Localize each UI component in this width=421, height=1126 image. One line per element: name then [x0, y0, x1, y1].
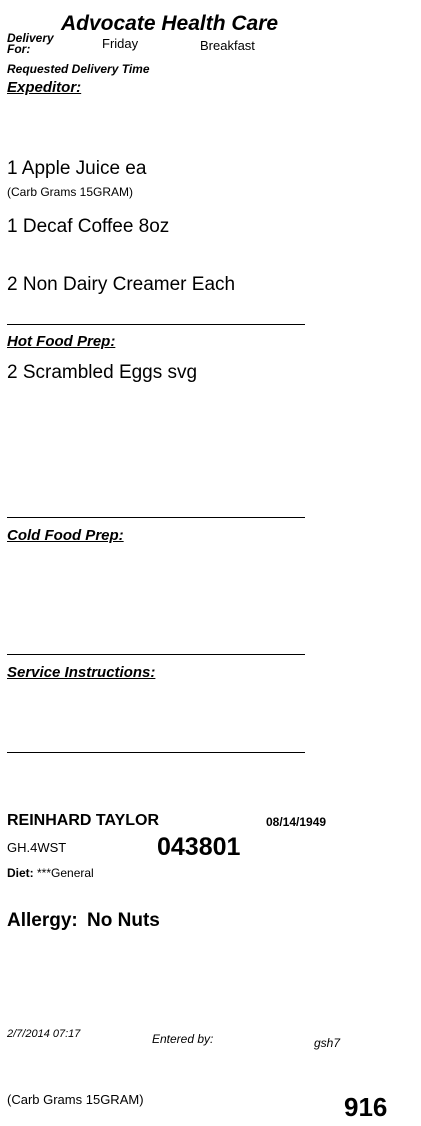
hot-food-prep-heading: Hot Food Prep: — [7, 333, 116, 350]
allergy-value: No Nuts — [87, 910, 160, 931]
hot-food-item: 2 Scrambled Eggs svg — [7, 362, 198, 383]
footer-carb-note: (Carb Grams 15GRAM) — [7, 1092, 144, 1107]
section-divider — [7, 654, 305, 655]
delivery-for-label: Delivery For: — [7, 33, 54, 55]
entered-by-user: gsh7 — [314, 1036, 341, 1050]
service-instructions-heading: Service Instructions: — [7, 664, 156, 681]
expeditor-heading: Expeditor: — [7, 79, 82, 96]
ticket-number: 916 — [344, 1092, 388, 1122]
patient-dob: 08/14/1949 — [266, 815, 327, 829]
section-divider — [7, 752, 305, 753]
diet-label: Diet: — [7, 866, 34, 880]
patient-unit: GH.4WST — [7, 840, 67, 855]
allergy-label: Allergy: — [7, 910, 78, 931]
requested-delivery-time-label: Requested Delivery Time — [7, 62, 150, 76]
allergy-line — [7, 910, 160, 932]
cold-food-prep-heading: Cold Food Prep: — [7, 527, 124, 544]
section-divider — [7, 517, 305, 518]
delivery-day: Friday — [102, 36, 139, 51]
facility-title: Advocate Health Care — [61, 12, 279, 35]
expeditor-item: 2 Non Dairy Creamer Each — [7, 274, 236, 295]
diet-line — [7, 866, 94, 880]
patient-name: REINHARD TAYLOR — [7, 812, 160, 829]
entered-by-label: Entered by: — [152, 1032, 214, 1046]
entry-timestamp: 2/7/2014 07:17 — [7, 1028, 81, 1040]
expeditor-item: 1 Apple Juice ea — [7, 158, 147, 179]
meal-name: Breakfast — [200, 38, 255, 53]
patient-mrn: 043801 — [157, 833, 241, 861]
diet-value: ***General — [37, 866, 94, 880]
section-divider — [7, 324, 305, 325]
expeditor-item: 1 Decaf Coffee 8oz — [7, 216, 170, 237]
expeditor-item-note: (Carb Grams 15GRAM) — [7, 185, 134, 199]
